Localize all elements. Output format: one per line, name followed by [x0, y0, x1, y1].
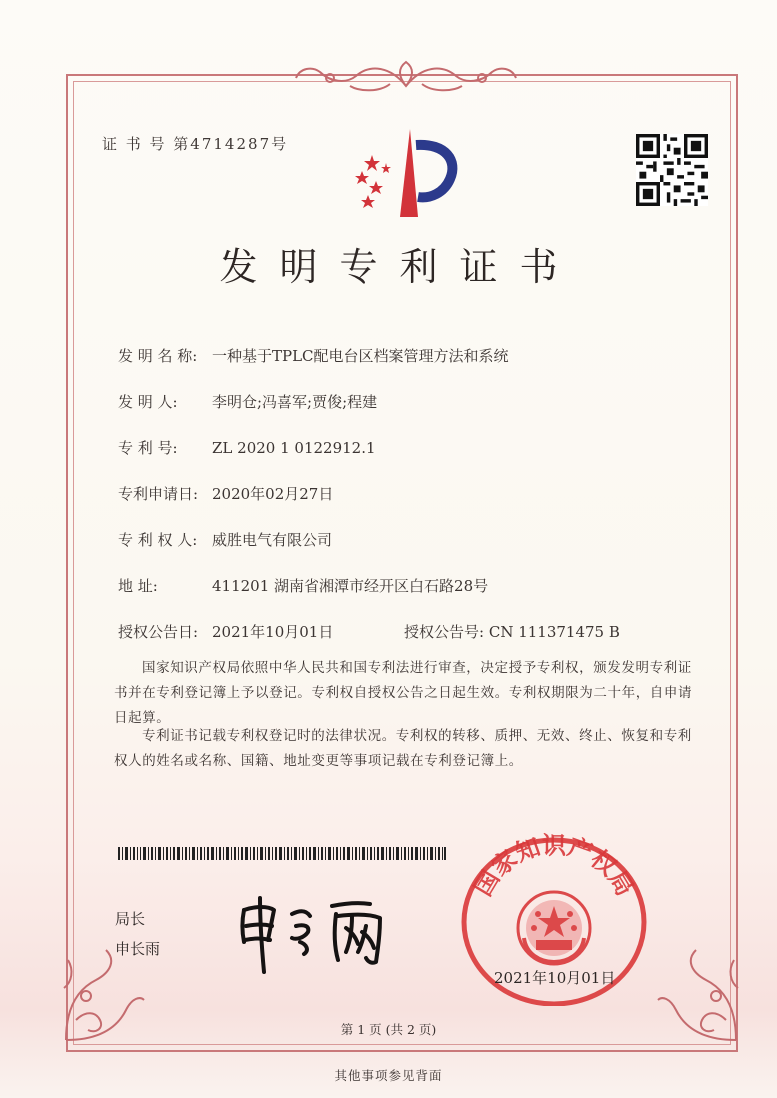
field-value: 2021年10月01日 — [212, 623, 334, 641]
field-label: 专 利 权 人: — [118, 531, 198, 549]
field-label: 地 址: — [118, 577, 158, 595]
field-address — [118, 575, 488, 596]
certificate-number: 证 书 号 第4714287号 — [102, 135, 289, 153]
field-inventors — [118, 391, 377, 412]
page-title: 发明专利证书 — [219, 245, 580, 289]
barcode-icon — [118, 847, 446, 860]
director-title: 局长 — [115, 910, 146, 928]
paragraph-issuance: 国家知识产权局依照中华人民共和国专利法进行审查，决定授予专利权，颁发发明专利证书并在专利登记簿上予以登记。专利权自授权公告之日起生效。专利权期限为二十年，自申请日起算。 — [114, 660, 693, 726]
field-value: 威胜电气有限公司 — [212, 531, 333, 549]
field-label: 专 利 号: — [118, 439, 178, 457]
field-label: 发 明 名 称: — [118, 347, 198, 365]
field-invention-name — [118, 345, 509, 366]
field-value: ZL 2020 1 0122912.1 — [212, 439, 376, 457]
director-name: 申长雨 — [115, 940, 161, 958]
field-patent-number — [118, 437, 376, 458]
patent-office-logo-icon — [346, 125, 466, 225]
field-application-date — [118, 483, 333, 504]
field-label: 发 明 人: — [118, 393, 178, 411]
field-value: 2020年02月27日 — [212, 485, 334, 503]
field-value: 一种基于TPLC配电台区档案管理方法和系统 — [212, 347, 509, 365]
footer-note: 其他事项参见背面 — [334, 1068, 443, 1083]
field-grant-date — [118, 621, 333, 642]
field-label: 专利申请日: — [118, 485, 199, 503]
qr-code-icon — [636, 134, 708, 206]
seal-date: 2021年10月01日 — [494, 969, 616, 987]
field-value: 411201 湖南省湘潭市经开区白石路28号 — [212, 577, 489, 595]
top-ornament — [290, 56, 522, 96]
field-grant-number — [404, 621, 620, 642]
field-patentee — [118, 529, 332, 550]
field-label: 授权公告号: — [404, 623, 485, 641]
page-number: 第 1 页 (共 2 页) — [340, 1022, 437, 1037]
field-value: CN 111371475 B — [488, 623, 620, 641]
director-signature — [230, 880, 410, 980]
field-value: 李明仓;冯喜军;贾俊;程建 — [212, 393, 378, 411]
paragraph-legal-status: 专利证书记载专利权登记时的法律状况。专利权的转移、质押、无效、终止、恢复和专利权人的姓名或名称、国籍、地址变更等事项记载在专利登记簿上。 — [114, 728, 692, 769]
svg-text:国家知识产权局: 国家知识产权局 — [468, 831, 640, 901]
field-label: 授权公告日: — [118, 623, 199, 641]
